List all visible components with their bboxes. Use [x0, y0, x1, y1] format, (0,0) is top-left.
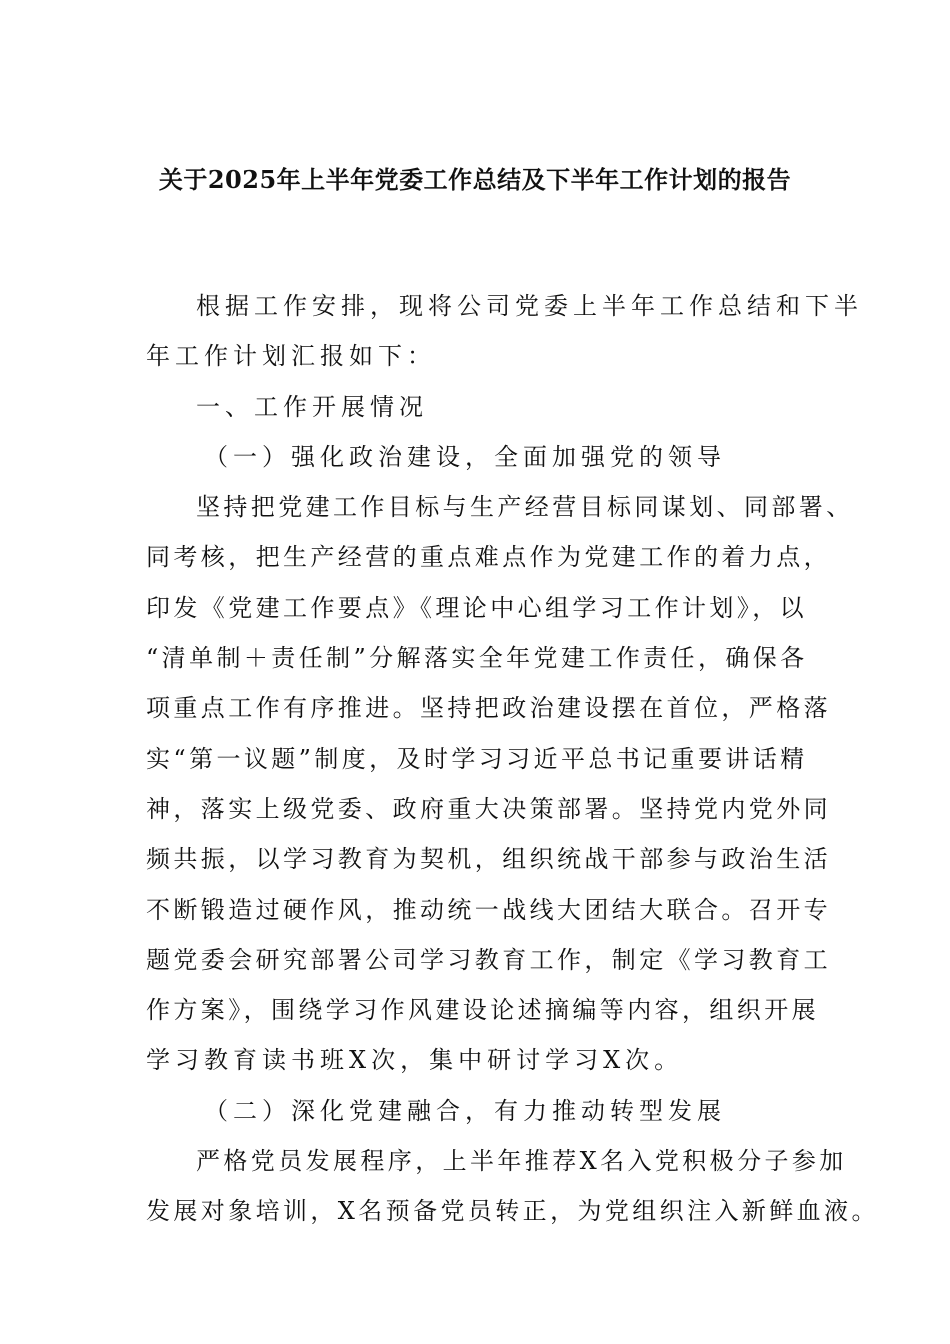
paragraph-line: 印发《党建工作要点》《理论中心组学习工作计划》，以 — [146, 593, 807, 622]
paragraph-line: 不断锻造过硬作风，推动统一战线大团结大联合。召开专 — [146, 895, 831, 924]
paragraph-line: 学习教育读书班X次，集中研讨学习X次。 — [146, 1046, 684, 1075]
subsection-heading: （一）强化政治建设，全面加强党的领导 — [204, 442, 726, 471]
paragraph-line: 年工作计划汇报如下： — [146, 342, 436, 371]
paragraph-line: 作方案》，围绕学习作风建设论述摘编等内容，组织开展 — [146, 996, 819, 1025]
paragraph-line: 题党委会研究部署公司学习教育工作，制定《学习教育工 — [146, 945, 831, 974]
paragraph-line: “清单制＋责任制”分解落实全年党建工作责任，确保各 — [146, 644, 808, 673]
paragraph-line: 同考核，把生产经营的重点难点作为党建工作的着力点， — [146, 543, 831, 572]
paragraph-line: 根据工作安排，现将公司党委上半年工作总结和下半 — [196, 292, 863, 320]
paragraph-line: 项重点工作有序推进。坚持把政治建设摆在首位，严格落 — [146, 694, 831, 723]
document-title: 关于2025年上半年党委工作总结及下半年工作计划的报告 — [158, 165, 792, 194]
paragraph-line: 坚持把党建工作目标与生产经营目标同谋划、同部署、 — [196, 493, 854, 522]
section-heading: 一、工作开展情况 — [196, 392, 428, 421]
document-body — [146, 281, 879, 1237]
paragraph-line: 实“第一议题”制度，及时学习习近平总书记重要讲话精 — [146, 744, 808, 773]
paragraph-line: 发展对象培训，X名预备党员转正，为党组织注入新鲜血液。 — [146, 1197, 879, 1226]
paragraph-line: 严格党员发展程序，上半年推荐X名入党积极分子参加 — [196, 1147, 847, 1176]
subsection-heading: （二）深化党建融合，有力推动转型发展 — [204, 1096, 726, 1125]
paragraph-line: 神，落实上级党委、政府重大决策部署。坚持党内党外同 — [146, 794, 831, 823]
paragraph-line: 频共振，以学习教育为契机，组织统战干部参与政治生活 — [146, 845, 831, 874]
